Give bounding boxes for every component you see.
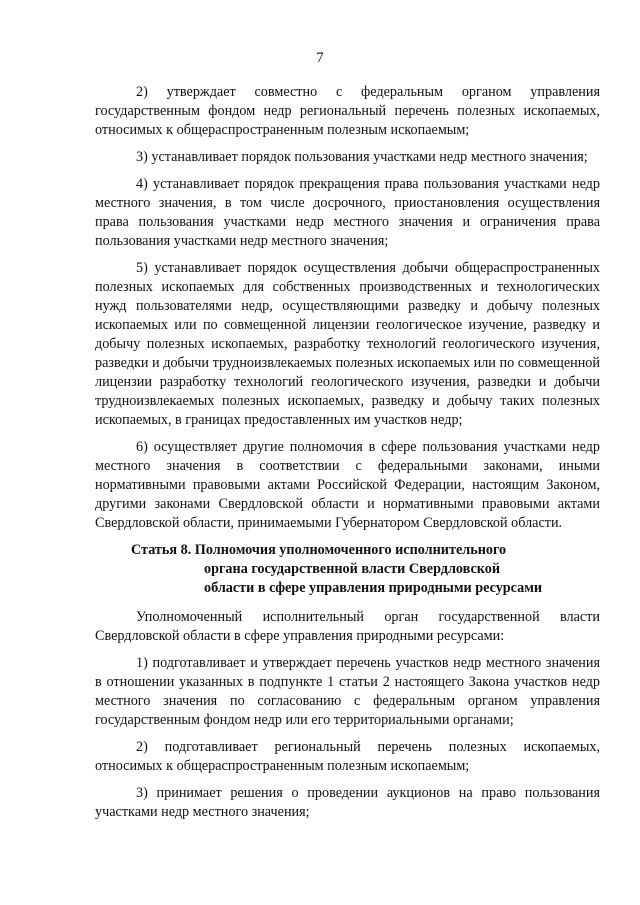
- article-heading-line-3: области в сфере управления природными ресурсами: [204, 580, 543, 596]
- article-heading: [95, 541, 600, 598]
- paragraph-item-6: 6) осуществляет другие полномочия в сфере пользования участками недр местного значения в соответствии с федеральными законами, иными нормативными правовыми актами Российской Федерации, настоящим Законом, другими законами Свердловской области и нормативными правовыми актами Свердловской области, принимаемыми Губернатором Свердловской области.: [95, 439, 600, 531]
- document-body: [95, 83, 600, 830]
- article-item-3: 3) принимает решения о проведении аукционов на право пользования участками недр местного значения;: [95, 785, 600, 820]
- paragraph-item-5: 5) устанавливает порядок осуществления добычи общераспространенных полезных ископаемых для собственных производственных и технологических нужд пользователями недр, осуществляющими разведку и добычу полезных ископаемых или по совмещенной лицензии геологическое изучение, разведку и добычу полезных ископаемых, разработку технологий геологического изучения, разведки и добычи трудноизвлекаемых полезных ископаемых или по совмещенной лицензии разработку технологий геологического изучения, разведки и добычи трудноизвлекаемых полезных ископаемых, разведку и добычу таких полезных ископаемых, в границах предоставленных им участков недр;: [95, 260, 600, 428]
- page-number: 7: [316, 50, 324, 66]
- article-heading-line-2: органа государственной власти Свердловской: [204, 561, 501, 577]
- paragraph-item-3: 3) устанавливает порядок пользования участками недр местного значения;: [136, 149, 588, 165]
- article-heading-line-1: Статья 8. Полномочия уполномоченного исполнительного: [131, 542, 507, 558]
- article-intro-paragraph: Уполномоченный исполнительный орган государственной власти Свердловской области в сфере управления природными ресурсами:: [95, 609, 600, 644]
- paragraph-item-4: 4) устанавливает порядок прекращения права пользования участками недр местного значения, в том числе досрочного, приостановления осуществления права пользования участками недр местного значения и ограничения права пользования участками недр местного значения;: [95, 176, 600, 249]
- article-item-1: 1) подготавливает и утверждает перечень участков недр местного значения в отношении указанных в подпункте 1 статьи 2 настоящего Закона участков недр местного значения по согласованию с федеральным органом управления государственным фондом недр или его территориальными органами;: [95, 655, 600, 728]
- article-item-2: 2) подготавливает региональный перечень полезных ископаемых, относимых к общераспространенным полезным ископаемым;: [95, 739, 600, 774]
- paragraph-item-2: 2) утверждает совместно с федеральным органом управления государственным фондом недр региональный перечень полезных ископаемых, относимых к общераспространенным полезным ископаемым;: [95, 84, 600, 138]
